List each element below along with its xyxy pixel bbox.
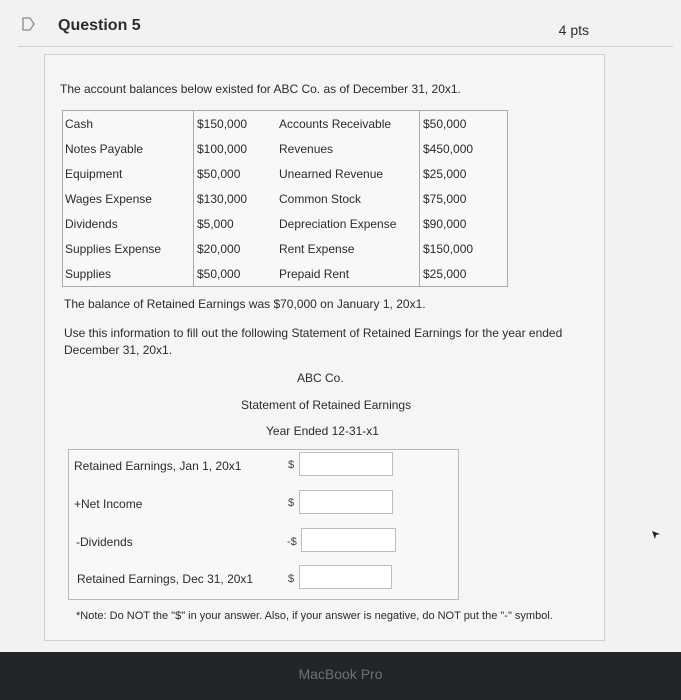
account-amount: $50,000 <box>194 261 278 287</box>
question-points: 4 pts <box>558 22 589 38</box>
account-amount: $25,000 <box>420 161 508 186</box>
dividends-input[interactable] <box>301 528 396 552</box>
row-label-beginning: Retained Earnings, Jan 1, 20x1 <box>74 459 242 473</box>
account-name: Supplies Expense <box>65 241 162 256</box>
cursor-icon <box>651 530 661 540</box>
row-label-net-income: +Net Income <box>74 497 143 511</box>
net-income-input[interactable] <box>299 490 393 514</box>
account-name: Common Stock <box>279 191 362 206</box>
statement-period: Year Ended 12-31-x1 <box>266 424 379 438</box>
balance-row <box>63 111 508 137</box>
account-name: Cash <box>65 116 94 131</box>
account-amount: $50,000 <box>420 111 508 137</box>
account-name: Rent Expense <box>279 241 355 256</box>
account-amount: $130,000 <box>194 186 278 211</box>
device-bezel-label: MacBook Pro <box>298 666 383 682</box>
beginning-re-input[interactable] <box>299 452 393 476</box>
account-amount: $25,000 <box>420 261 508 287</box>
account-amount: $5,000 <box>194 211 278 236</box>
account-name: Supplies <box>65 266 112 281</box>
balance-row <box>63 211 508 236</box>
account-amount: $90,000 <box>420 211 508 236</box>
account-amount: $20,000 <box>194 236 278 261</box>
account-name: Accounts Receivable <box>279 116 392 131</box>
account-amount: $75,000 <box>420 186 508 211</box>
account-name: Dividends <box>65 216 118 231</box>
dollar-prefix: -$ <box>287 536 297 548</box>
dollar-prefix: $ <box>288 497 295 509</box>
balance-row <box>63 136 508 161</box>
ending-re-input[interactable] <box>299 565 392 589</box>
row-label-dividends: -Dividends <box>76 535 133 549</box>
flag-question-icon[interactable] <box>21 17 35 31</box>
account-name: Equipment <box>65 166 123 181</box>
balance-row <box>63 236 508 261</box>
account-name: Revenues <box>279 141 334 156</box>
account-name: Unearned Revenue <box>279 166 384 181</box>
account-name: Notes Payable <box>65 141 144 156</box>
account-amount: $100,000 <box>194 136 278 161</box>
balance-row <box>63 161 508 186</box>
question-intro: The account balances below existed for ABC Co. as of December 31, 20x1. <box>60 82 461 96</box>
account-amount: $150,000 <box>194 111 278 137</box>
balance-row <box>63 261 508 287</box>
retained-earnings-note: The balance of Retained Earnings was $70,000 on January 1, 20x1. <box>64 297 426 311</box>
balance-row <box>63 186 508 211</box>
answer-format-note: *Note: Do NOT the "$" in your answer. Also, if your answer is negative, do NOT put the "-" symbol. <box>76 610 553 622</box>
account-name: Depreciation Expense <box>279 216 397 231</box>
account-amount: $50,000 <box>194 161 278 186</box>
dollar-prefix: $ <box>288 573 295 585</box>
dollar-prefix: $ <box>288 459 295 471</box>
account-name: Prepaid Rent <box>279 266 350 281</box>
account-name: Wages Expense <box>65 191 152 206</box>
instruction-text: Use this information to fill out the following Statement of Retained Earnings for the year ended December 31, 20x1. <box>64 326 563 357</box>
account-amount: $450,000 <box>420 136 508 161</box>
account-balances-table <box>62 110 508 287</box>
statement-title: Statement of Retained Earnings <box>241 398 412 412</box>
question-header <box>18 8 673 47</box>
row-label-ending: Retained Earnings, Dec 31, 20x1 <box>77 572 254 586</box>
account-amount: $150,000 <box>420 236 508 261</box>
statement-company: ABC Co. <box>297 371 344 385</box>
question-title: Question 5 <box>58 17 141 34</box>
